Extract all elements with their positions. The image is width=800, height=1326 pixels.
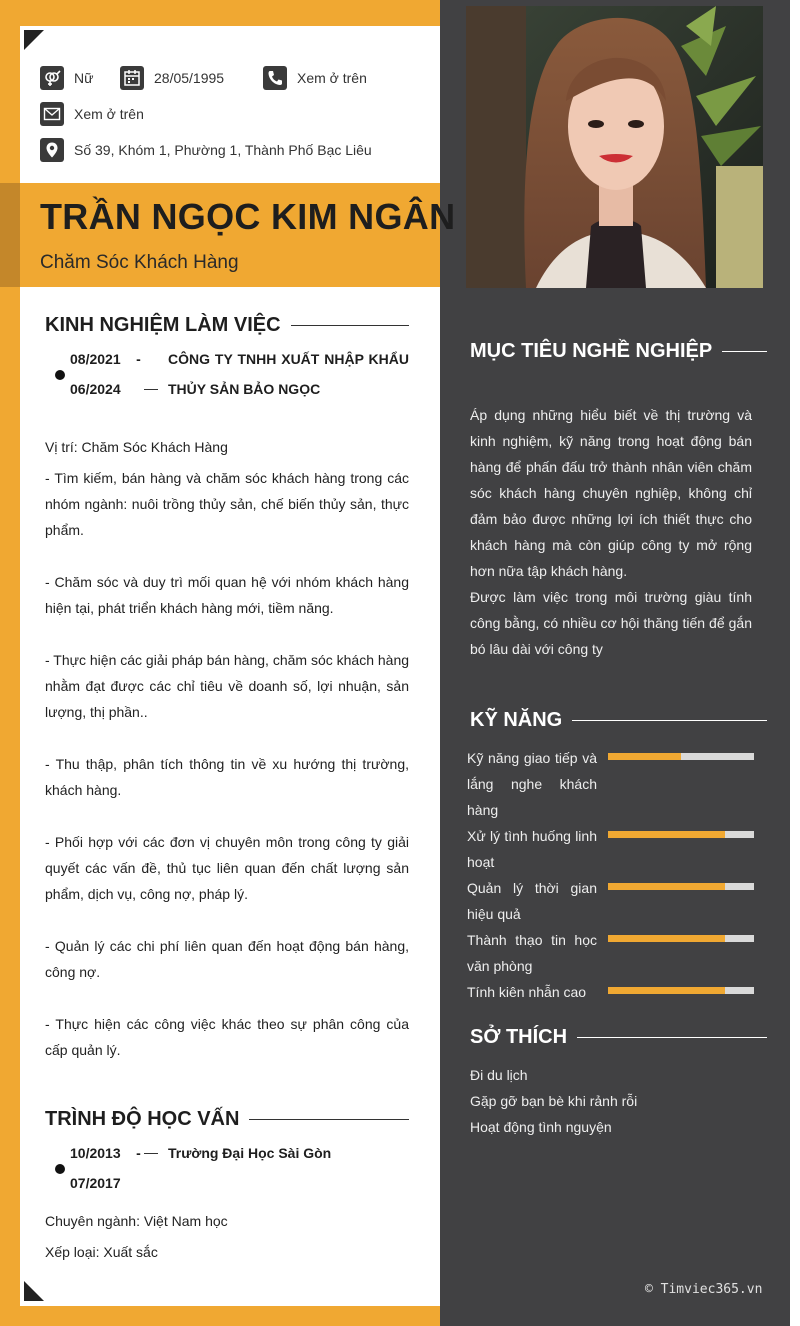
hobby-2: Gặp gỡ bạn bè khi rảnh rỗi xyxy=(470,1093,638,1109)
heading-rule xyxy=(722,351,767,352)
profile-photo xyxy=(466,6,763,288)
education-heading-text: TRÌNH ĐỘ HỌC VẤN xyxy=(45,1108,240,1130)
experience-heading xyxy=(45,314,409,337)
skills-heading-text: KỸ NĂNG xyxy=(470,709,563,731)
timeline-dash xyxy=(144,389,158,390)
heading-rule xyxy=(249,1119,409,1120)
objective-heading xyxy=(470,340,767,363)
edu-start-text: 10/2013 xyxy=(70,1145,121,1161)
duty-2: - Chăm sóc và duy trì mối quan hệ với nhóm khách hàng hiện tại, phát triển khách hàng mới, tiềm năng. xyxy=(45,574,409,616)
timeline-dot xyxy=(55,1164,65,1174)
birthdate-value: 28/05/1995 xyxy=(154,70,225,86)
corner-triangle-top xyxy=(24,30,44,50)
experience-company xyxy=(168,344,409,404)
address-value: Số 39, Khóm 1, Phường 1, Thành Phố Bạc Liêu xyxy=(74,142,372,158)
objective-paragraph-2: Được làm việc trong môi trường giàu tính công bằng, có nhiều cơ hội thăng tiến để gắn bó lâu dài với công ty xyxy=(470,589,752,657)
heading-rule xyxy=(291,325,409,326)
heading-rule xyxy=(572,720,767,721)
timeline-dot xyxy=(55,370,65,380)
duty-7: - Thực hiện các công việc khác theo sự phân công của cấp quản lý. xyxy=(45,1016,409,1058)
education-date-end: 07/2017 xyxy=(70,1175,121,1191)
right-edge-strip xyxy=(790,0,800,1326)
duty-1: - Tìm kiếm, bán hàng và chăm sóc khách hàng trong các nhóm ngành: nuôi trồng thủy sản, chế biến thủy sản, thực phẩm. xyxy=(45,470,409,538)
skill-name-2: Xử lý tình huống linh hoạt xyxy=(467,828,597,870)
skills-heading xyxy=(470,709,767,732)
hobby-3: Hoạt động tình nguyện xyxy=(470,1119,612,1135)
exp-start-text: 08/2021 xyxy=(70,351,121,367)
skill-fill-5 xyxy=(608,987,725,994)
skill-name-4: Thành thạo tin học văn phòng xyxy=(467,932,597,974)
contact-birthdate xyxy=(120,66,224,90)
education-date-start xyxy=(70,1145,141,1161)
hobbies-heading-text: SỞ THÍCH xyxy=(470,1026,568,1048)
phone-icon xyxy=(263,66,287,90)
education-grade: Xếp loại: Xuất sắc xyxy=(45,1244,158,1260)
phone-value: Xem ở trên xyxy=(297,70,367,86)
company-line-2: THỦY SẢN BẢO NGỌC xyxy=(168,381,321,397)
skill-name-3: Quản lý thời gian hiệu quả xyxy=(467,880,597,922)
skill-fill-3 xyxy=(608,883,725,890)
company-line-1: CÔNG TY TNHH XUẤT NHẬP KHẨU xyxy=(168,351,409,367)
gender-value: Nữ xyxy=(74,70,94,86)
job-title: Chăm Sóc Khách Hàng xyxy=(40,252,239,273)
corner-triangle-bottom xyxy=(24,1281,44,1301)
gender-icon xyxy=(40,66,64,90)
education-heading xyxy=(45,1108,409,1131)
contact-email xyxy=(40,102,144,126)
education-major: Chuyên ngành: Việt Nam học xyxy=(45,1213,228,1229)
exp-date-sep: - xyxy=(136,351,141,367)
duty-5: - Phối hợp với các đơn vị chuyên môn trong công ty giải quyết các vấn đề, thủ tục liên quan đến chất lượng sản phẩm, dịch vụ, công nợ, pháp lý. xyxy=(45,834,409,902)
footer-watermark: © Timviec365.vn xyxy=(645,1282,763,1297)
heading-rule xyxy=(577,1037,767,1038)
full-name: TRẦN NGỌC KIM NGÂN xyxy=(40,196,456,237)
contact-address xyxy=(40,138,372,162)
skill-bar-2 xyxy=(608,831,754,838)
location-pin-icon xyxy=(40,138,64,162)
email-value: Xem ở trên xyxy=(74,106,144,122)
experience-position: Vị trí: Chăm Sóc Khách Hàng xyxy=(45,439,228,455)
duty-3: - Thực hiện các giải pháp bán hàng, chăm sóc khách hàng nhằm đạt được các chỉ tiêu về doanh số, lợi nhuận, sản lượng, thị phần.. xyxy=(45,652,410,720)
experience-date-start xyxy=(70,351,141,367)
objective-heading-text: MỤC TIÊU NGHỀ NGHIỆP xyxy=(470,340,713,362)
envelope-icon xyxy=(40,102,64,126)
experience-date-end: 06/2024 xyxy=(70,381,121,397)
skill-bar-1 xyxy=(608,753,754,760)
duty-4: - Thu thập, phân tích thông tin về xu hướng thị trường, khách hàng. xyxy=(45,756,409,798)
contact-gender xyxy=(40,66,93,90)
calendar-icon xyxy=(120,66,144,90)
skill-name-5: Tính kiên nhẫn cao xyxy=(467,984,587,1000)
skill-name-1: Kỹ năng giao tiếp và lắng nghe khách hàng xyxy=(467,750,597,818)
edu-date-sep: - xyxy=(136,1145,141,1161)
skill-bar-3 xyxy=(608,883,754,890)
skill-bar-4 xyxy=(608,935,754,942)
education-school: Trường Đại Học Sài Gòn xyxy=(168,1145,332,1161)
duty-6: - Quản lý các chi phí liên quan đến hoạt động bán hàng, công nợ. xyxy=(45,938,409,980)
timeline-dash xyxy=(144,1153,158,1154)
skill-fill-1 xyxy=(608,753,681,760)
contact-phone xyxy=(263,66,367,90)
banner-shadow xyxy=(0,183,20,287)
hobby-1: Đi du lịch xyxy=(470,1067,528,1083)
skill-bar-5 xyxy=(608,987,754,994)
skill-fill-2 xyxy=(608,831,725,838)
hobbies-heading xyxy=(470,1026,767,1049)
experience-heading-text: KINH NGHIỆM LÀM VIỆC xyxy=(45,314,281,336)
skill-fill-4 xyxy=(608,935,725,942)
objective-paragraph-1: Áp dụng những hiểu biết về thị trường và kinh nghiệm, kỹ năng trong hoạt động bán hàng để phấn đấu trở thành nhân viên chăm sóc khách hàng chuyên nghiệp, không chỉ đảm bảo được những lợi ích thiết thực cho khách hàng mà còn giúp công ty mở rộng hơn nữa tập khách hàng. xyxy=(470,407,752,579)
